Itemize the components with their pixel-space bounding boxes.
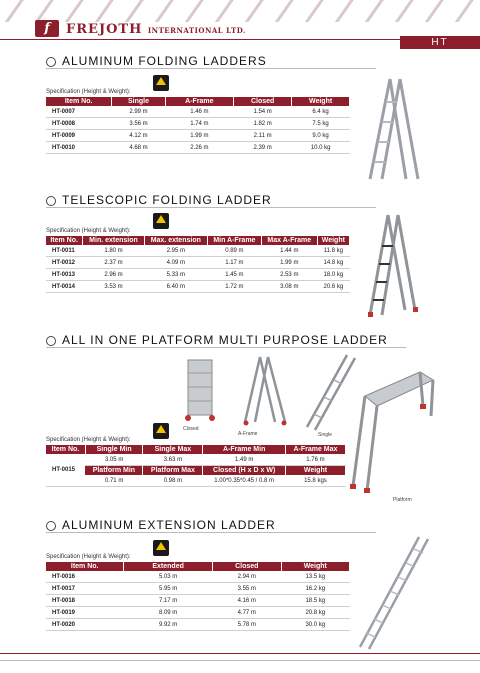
extension-ladder-image: [355, 533, 435, 651]
section-title-extension: ALUMINUM EXTENSION LADDER: [46, 518, 276, 532]
warning-badge-icon: [153, 423, 169, 439]
spec-table-folding: [46, 97, 350, 154]
column-header: Item No.: [46, 97, 112, 106]
column-header: Item No.: [46, 445, 85, 454]
company-name: FREJOTH INTERNATIONAL LTD.: [66, 22, 246, 37]
item-number: HT-0015: [46, 454, 85, 487]
column-header: Item No.: [46, 562, 124, 571]
warning-badge-icon: [153, 213, 169, 229]
column-header: A-Frame Min: [203, 445, 285, 454]
table-cell: 16.2 kg: [281, 583, 349, 595]
table-cell: 5.95 m: [124, 583, 213, 595]
table-cell: 3.53 m: [83, 281, 144, 293]
table-cell: 9.92 m: [124, 619, 213, 631]
item-number: HT-0019: [46, 607, 124, 619]
circle-bullet-icon: [46, 57, 56, 67]
table-cell: 1.17 m: [207, 257, 261, 269]
column-header: Platform Min: [85, 466, 143, 476]
caption-single: Single: [318, 432, 332, 438]
table-cell: 1.74 m: [165, 118, 233, 130]
table-cell: 0.89 m: [207, 245, 261, 257]
item-number: HT-0020: [46, 619, 124, 631]
table-cell: 1.54 m: [234, 106, 292, 118]
item-number: HT-0017: [46, 583, 124, 595]
item-number: HT-0007: [46, 106, 112, 118]
table-row: [46, 595, 350, 607]
footer-divider-light: [0, 660, 480, 661]
table-cell: 4.12 m: [112, 130, 165, 142]
caption-closed: Closed: [183, 426, 199, 432]
table-cell: 14.8 kg: [317, 257, 349, 269]
column-header: Max. extension: [144, 236, 207, 245]
table-cell: 6.4 kg: [292, 106, 350, 118]
section-divider: [46, 68, 376, 69]
table-cell: 1.76 m: [285, 454, 345, 466]
table-cell: 15.8 kgs: [285, 475, 345, 487]
item-number: HT-0018: [46, 595, 124, 607]
table-cell: 18.0 kg: [317, 269, 349, 281]
table-cell: 13.5 kg: [281, 571, 349, 583]
table-row: [46, 106, 350, 118]
column-header: Item No.: [46, 236, 83, 245]
table-row: [46, 257, 350, 269]
column-header: Weight: [285, 466, 345, 476]
table-cell: 1.99 m: [261, 257, 317, 269]
spec-table-telescopic: [46, 236, 350, 293]
table-cell: 2.53 m: [261, 269, 317, 281]
spec-table-multipurpose: [46, 445, 346, 487]
column-header: Weight: [317, 236, 349, 245]
column-header: Min. extension: [83, 236, 144, 245]
aframe-ladder-image: [240, 352, 290, 427]
table-cell: 1.49 m: [203, 454, 285, 466]
table-cell: 0.98 m: [143, 475, 203, 487]
spec-label: Specification (Height & Weight):: [46, 437, 131, 443]
table-cell: 1.72 m: [207, 281, 261, 293]
table-cell: 11.8 kg: [317, 245, 349, 257]
item-number: HT-0016: [46, 571, 124, 583]
table-row: [46, 130, 350, 142]
table-cell: 1.44 m: [261, 245, 317, 257]
table-cell: 10.0 kg: [292, 142, 350, 154]
company-logo: f: [35, 20, 59, 37]
table-cell: 3.05 m: [85, 454, 143, 466]
closed-ladder-image: [180, 355, 220, 425]
table-row: [46, 583, 350, 595]
table-cell: 2.96 m: [83, 269, 144, 281]
table-cell: 2.94 m: [212, 571, 281, 583]
table-cell: 5.03 m: [124, 571, 213, 583]
caption-aframe: A-Frame: [238, 431, 258, 437]
table-cell: 3.55 m: [212, 583, 281, 595]
table-cell: 2.37 m: [83, 257, 144, 269]
table-cell: 9.0 kg: [292, 130, 350, 142]
table-row: [46, 619, 350, 631]
table-cell: 4.16 m: [212, 595, 281, 607]
spec-label: Specification (Height & Weight):: [46, 228, 131, 234]
section-divider: [46, 207, 376, 208]
section-divider: [46, 532, 376, 533]
table-row: [46, 607, 350, 619]
table-cell: 3.56 m: [112, 118, 165, 130]
warning-badge-icon: [153, 540, 169, 556]
column-header: Extended: [124, 562, 213, 571]
table-cell: 8.09 m: [124, 607, 213, 619]
table-row: [46, 142, 350, 154]
table-cell: 1.46 m: [165, 106, 233, 118]
table-cell: 7.17 m: [124, 595, 213, 607]
item-number: HT-0008: [46, 118, 112, 130]
column-header: Single: [112, 97, 165, 106]
column-header: Closed: [212, 562, 281, 571]
table-row: [46, 269, 350, 281]
column-header: Single Min: [85, 445, 143, 454]
table-cell: 3.63 m: [143, 454, 203, 466]
circle-bullet-icon: [46, 196, 56, 206]
table-cell: 1.00*0.35*0.45 / 0.8 m: [203, 475, 285, 487]
warning-badge-icon: [153, 75, 169, 91]
footer-divider: [0, 653, 480, 654]
company-suffix: INTERNATIONAL LTD.: [147, 26, 246, 35]
circle-bullet-icon: [46, 336, 56, 346]
table-cell: 20.6 kg: [317, 281, 349, 293]
spec-label: Specification (Height & Weight):: [46, 554, 131, 560]
section-divider: [46, 347, 406, 348]
table-cell: 5.78 m: [212, 619, 281, 631]
column-header: Closed (H x D x W): [203, 466, 285, 476]
table-row: [46, 281, 350, 293]
table-cell: 3.08 m: [261, 281, 317, 293]
table-cell: 5.33 m: [144, 269, 207, 281]
column-header: Weight: [281, 562, 349, 571]
item-number: HT-0009: [46, 130, 112, 142]
table-cell: 2.99 m: [112, 106, 165, 118]
table-cell: 4.68 m: [112, 142, 165, 154]
table-cell: 1.80 m: [83, 245, 144, 257]
section-title-telescopic: TELESCOPIC FOLDING LADDER: [46, 193, 272, 207]
spec-label: Specification (Height & Weight):: [46, 89, 131, 95]
section-title-multipurpose: ALL IN ONE PLATFORM MULTI PURPOSE LADDER: [46, 333, 388, 347]
item-number: HT-0013: [46, 269, 83, 281]
item-number: HT-0012: [46, 257, 83, 269]
item-number: HT-0014: [46, 281, 83, 293]
column-header: Closed: [234, 97, 292, 106]
header-divider: [0, 39, 400, 40]
table-row: [46, 571, 350, 583]
section-title-folding: ALUMINUM FOLDING LADDERS: [46, 54, 267, 68]
table-cell: 2.26 m: [165, 142, 233, 154]
table-cell: 2.95 m: [144, 245, 207, 257]
table-cell: 18.5 kg: [281, 595, 349, 607]
platform-ladder-image: [345, 366, 435, 496]
table-cell: 7.5 kg: [292, 118, 350, 130]
table-cell: 1.99 m: [165, 130, 233, 142]
column-header: Single Max: [143, 445, 203, 454]
table-cell: 30.0 kg: [281, 619, 349, 631]
table-cell: 4.77 m: [212, 607, 281, 619]
table-cell: 1.45 m: [207, 269, 261, 281]
table-cell: 0.71 m: [85, 475, 143, 487]
column-header: Max A-Frame: [261, 236, 317, 245]
item-number: HT-0011: [46, 245, 83, 257]
table-cell: 20.8 kg: [281, 607, 349, 619]
item-number: HT-0010: [46, 142, 112, 154]
table-cell: 2.39 m: [234, 142, 292, 154]
table-cell: 6.40 m: [144, 281, 207, 293]
circle-bullet-icon: [46, 521, 56, 531]
folding-ladder-image: [356, 74, 424, 184]
column-header: A-Frame: [165, 97, 233, 106]
spec-table-extension: [46, 562, 350, 631]
brand-tab: HT: [400, 36, 480, 49]
caption-platform: Platform: [393, 497, 412, 503]
table-cell: 4.09 m: [144, 257, 207, 269]
telescopic-ladder-image: [360, 210, 420, 320]
column-header: A-Frame Max: [285, 445, 345, 454]
column-header: Weight: [292, 97, 350, 106]
column-header: Min A-Frame: [207, 236, 261, 245]
table-row: [46, 118, 350, 130]
table-cell: 2.11 m: [234, 130, 292, 142]
header-stripes: [0, 0, 480, 22]
table-row: [46, 245, 350, 257]
column-header: Platform Max: [143, 466, 203, 476]
table-cell: 1.82 m: [234, 118, 292, 130]
